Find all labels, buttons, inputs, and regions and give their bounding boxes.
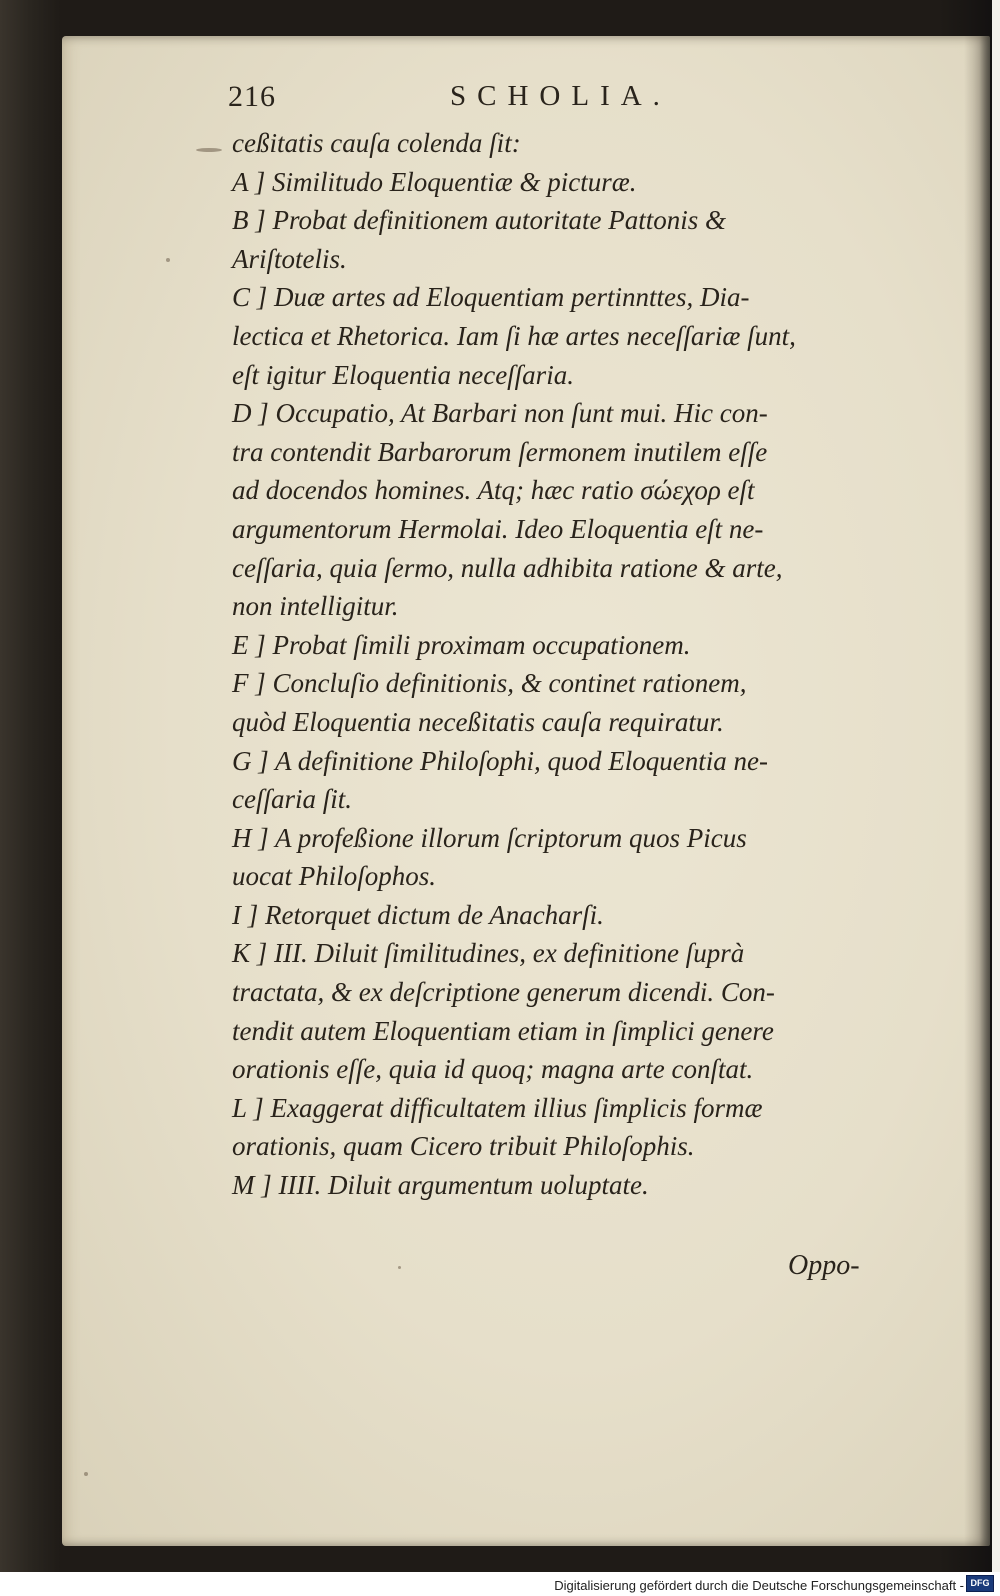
text-line: B ] Probat definitionem autoritate Pattonis & [232, 205, 726, 236]
text-line: lectica et Rhetorica. Iam ſi hæ artes neceſſariæ ſunt, [232, 320, 796, 351]
text-line: A ] Similitudo Eloquentiæ & picturæ. [232, 166, 637, 197]
page-stain [84, 1472, 88, 1476]
text-line: tendit autem Eloquentiam etiam in ſimplici genere [232, 1015, 774, 1046]
text-line: I ] Retorquet dictum de Anacharſi. [232, 899, 604, 930]
page-number: 216 [228, 80, 276, 113]
text-line: orationis eſſe, quia id quoq; magna arte conſtat. [232, 1054, 754, 1085]
text-line: L ] Exaggerat difficultatem illius ſimplicis formæ [232, 1092, 763, 1123]
running-head [228, 80, 728, 120]
text-line: E ] Probat ſimili proximam occupationem. [232, 629, 691, 660]
text-line: ad docendos homines. Atq; hæc ratio σώεχορ eſt [232, 475, 755, 506]
dfg-logo: DFG [966, 1575, 994, 1592]
text-line: K ] III. Diluit ſimilitudines, ex definitione ſuprà [232, 938, 745, 969]
running-title: SCHOLIA. [450, 80, 671, 112]
catchword: Oppo- [788, 1250, 860, 1281]
digitization-footer [0, 1572, 1000, 1596]
page-stain [398, 1266, 401, 1269]
page-stain [196, 148, 222, 152]
text-line: ceſſaria ſit. [232, 784, 352, 815]
text-line: ceßitatis cauſa colenda ſit: [232, 128, 521, 158]
text-line: G ] A definitione Philoſophi, quod Eloquentia ne- [232, 745, 768, 776]
text-line: argumentorum Hermolai. Ideo Eloquentia eſt ne- [232, 513, 764, 544]
text-line: orationis, quam Cicero tribuit Philoſophis. [232, 1131, 695, 1162]
commentary-text [232, 124, 862, 1205]
text-line: H ] A profeßione illorum ſcriptorum quos Picus [232, 822, 747, 853]
text-line: Ariſtotelis. [232, 243, 347, 274]
scanner-edge-strip [992, 0, 1000, 1572]
text-line: tra contendit Barbarorum ſermonem inutilem eſſe [232, 436, 768, 467]
text-line: non intelligitur. [232, 591, 399, 622]
text-line: F ] Concluſio definitionis, & continet rationem, [232, 668, 747, 699]
text-line: C ] Duæ artes ad Eloquentiam pertinnttes, Dia- [232, 282, 750, 313]
text-line: M ] IIII. Diluit argumentum uoluptate. [232, 1170, 649, 1201]
page-stain [166, 258, 170, 262]
text-line: eſt igitur Eloquentia neceſſaria. [232, 359, 574, 390]
funding-note: Digitalisierung gefördert durch die Deutsche Forschungsgemeinschaft - [554, 1578, 964, 1593]
text-line: uocat Philoſophos. [232, 861, 436, 892]
text-line: tractata, & ex deſcriptione generum dicendi. Con- [232, 977, 775, 1008]
text-line: quòd Eloquentia neceßitatis cauſa requiratur. [232, 706, 724, 737]
text-line: ceſſaria, quia ſermo, nulla adhibita ratione & arte, [232, 552, 783, 583]
text-line: D ] Occupatio, At Barbari non ſunt mui. Hic con- [232, 398, 768, 429]
